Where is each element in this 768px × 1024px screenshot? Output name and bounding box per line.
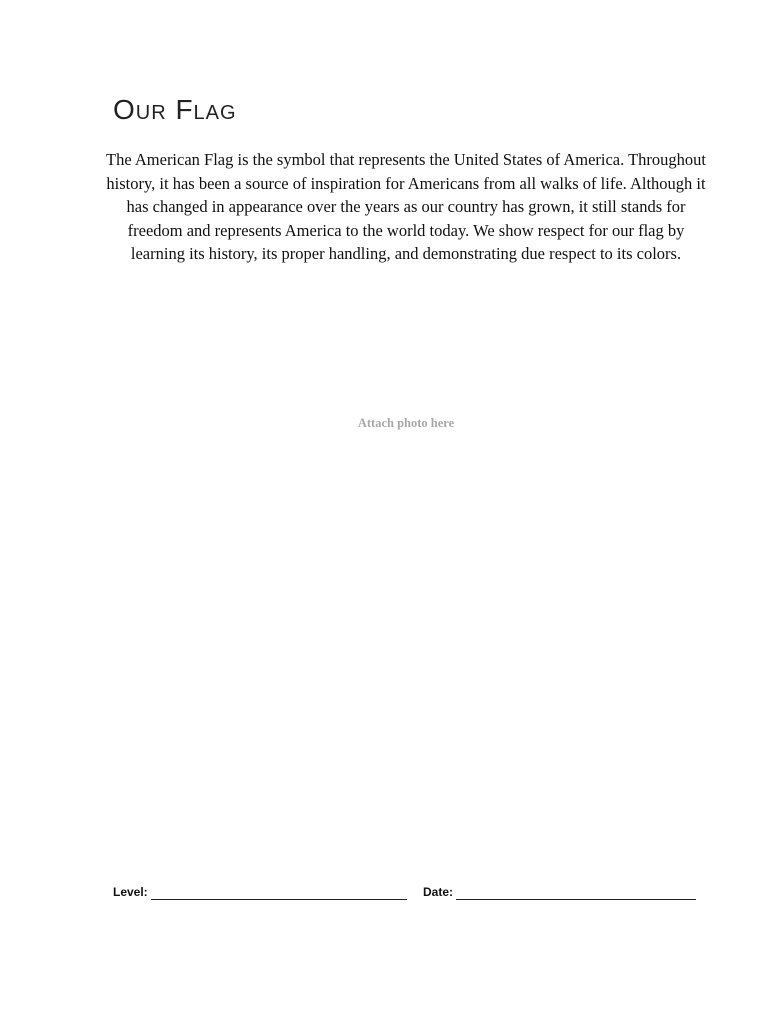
level-label: Level: <box>113 885 148 899</box>
level-field <box>113 882 407 900</box>
date-field <box>423 882 696 900</box>
date-blank-line[interactable] <box>456 886 696 900</box>
level-blank-line[interactable] <box>151 886 407 900</box>
page-title: Our Flag <box>113 94 237 125</box>
footer-fields <box>113 882 703 902</box>
date-label: Date: <box>423 885 454 899</box>
photo-placeholder: Attach photo here <box>357 416 455 430</box>
intro-paragraph: The American Flag is the symbol that represents the United States of America. Throughout history, it has been a source of inspiration for Americans from all walks of life. Although it has changed in appearance over the years as our country has grown, it still stands for freedom and represents America to the world today. We show respect for our flag by learning its history, its proper handling, and demonstrating due respect to its colors. <box>106 150 706 263</box>
